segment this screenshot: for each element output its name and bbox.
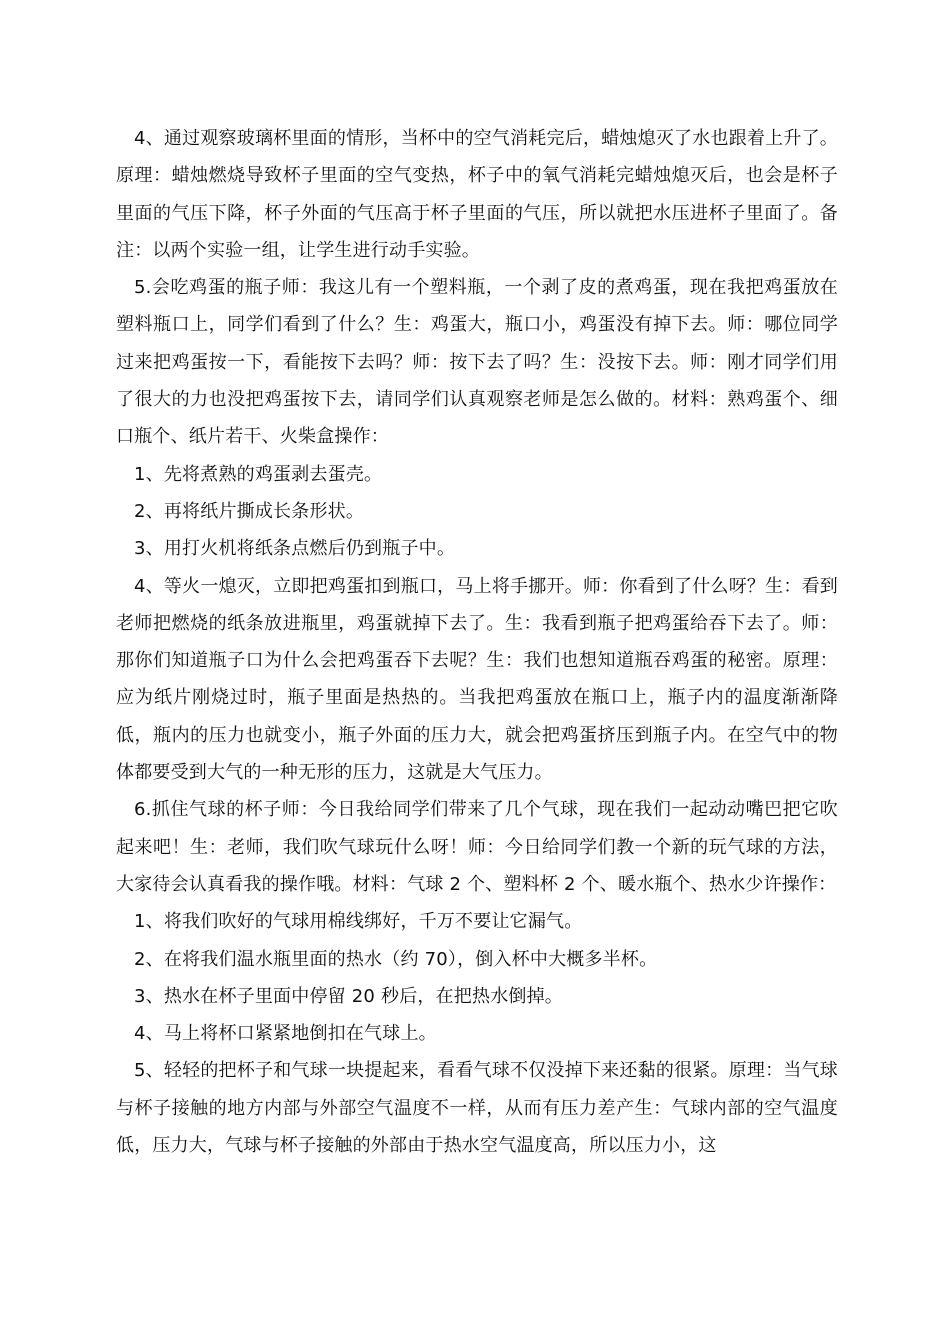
paragraph-egg-step-2: 2、再将纸片撕成长条形状。 xyxy=(134,500,365,522)
paragraph-candle-observation: 4、通过观察玻璃杯里面的情形，当杯中的空气消耗完后，蜡烛熄灭了水也跟着上升了。原理：蜡烛燃烧导致杯子里面的空气变热，杯子中的氧气消耗完蜡烛熄灭后，也会是杯子里面的气压下降，杯子外面的气压高于杯子里面的气压，所以就把水压进杯子里面了。备注：以两个实验一组，让学生进行动手实验。 xyxy=(116,128,838,261)
paragraph-egg-step-3: 3、用打火机将纸条点燃后仍到瓶子中。 xyxy=(134,538,456,560)
document-body xyxy=(116,120,838,1164)
paragraph-balloon-step-5: 5、轻轻的把杯子和气球一块提起来，看看气球不仅没掉下来还黏的很紧。原理：当气球与杯子接触的地方内部与外部空气温度不一样，从而有压力差产生：气球内部的空气温度低，压力大，气球与杯子接触的外部由于热水空气温度高，所以压力小，这 xyxy=(116,1060,838,1157)
paragraph-egg-step-1: 1、先将煮熟的鸡蛋剥去蛋壳。 xyxy=(134,463,383,485)
paragraph-balloon-step-2: 2、在将我们温水瓶里面的热水（约 70），倒入杯中大概多半杯。 xyxy=(134,948,658,970)
paragraph-balloon-step-1: 1、将我们吹好的气球用棉线绑好，千万不要让它漏气。 xyxy=(134,911,583,933)
paragraph-balloon-step-3: 3、热水在杯子里面中停留 20 秒后，在把热水倒掉。 xyxy=(134,985,563,1007)
paragraph-egg-step-4: 4、等火一熄灭，立即把鸡蛋扣到瓶口，马上将手挪开。师：你看到了什么呀？生：看到老师把燃烧的纸条放进瓶里，鸡蛋就掉下去了。生：我看到瓶子把鸡蛋给吞下去了。师：那你们知道瓶子口为什么会把鸡蛋吞下去呢？生：我们也想知道瓶吞鸡蛋的秘密。原理：应为纸片刚烧过时，瓶子里面是热热的。当我把鸡蛋放在瓶口上，瓶子内的温度渐渐降低，瓶内的压力也就变小，瓶子外面的压力大，就会把鸡蛋挤压到瓶子内。在空气中的物体都要受到大气的一种无形的压力，这就是大气压力。 xyxy=(116,575,838,784)
paragraph-balloon-step-4: 4、马上将杯口紧紧地倒扣在气球上。 xyxy=(134,1023,437,1045)
paragraph-egg-bottle-intro: 5.会吃鸡蛋的瓶子师：我这儿有一个塑料瓶，一个剥了皮的煮鸡蛋，现在我把鸡蛋放在塑料瓶口上，同学们看到了什么？生：鸡蛋大，瓶口小，鸡蛋没有掉下去。师：哪位同学过来把鸡蛋按一下，看能按下去吗？师：按下去了吗？生：没按下去。师：刚才同学们用了很大的力也没把鸡蛋按下去，请同学们认真观察老师是怎么做的。材料：熟鸡蛋个、细口瓶个、纸片若干、火柴盒操作： xyxy=(116,277,838,448)
paragraph-balloon-cup-intro: 6.抓住气球的杯子师：今日我给同学们带来了几个气球，现在我们一起动动嘴巴把它吹起来吧！生：老师，我们吹气球玩什么呀！师：今日给同学们教一个新的玩气球的方法，大家待会认真看我的操作哦。材料：气球 2 个、塑料杯 2 个、暖水瓶个、热水少许操作： xyxy=(116,799,838,895)
